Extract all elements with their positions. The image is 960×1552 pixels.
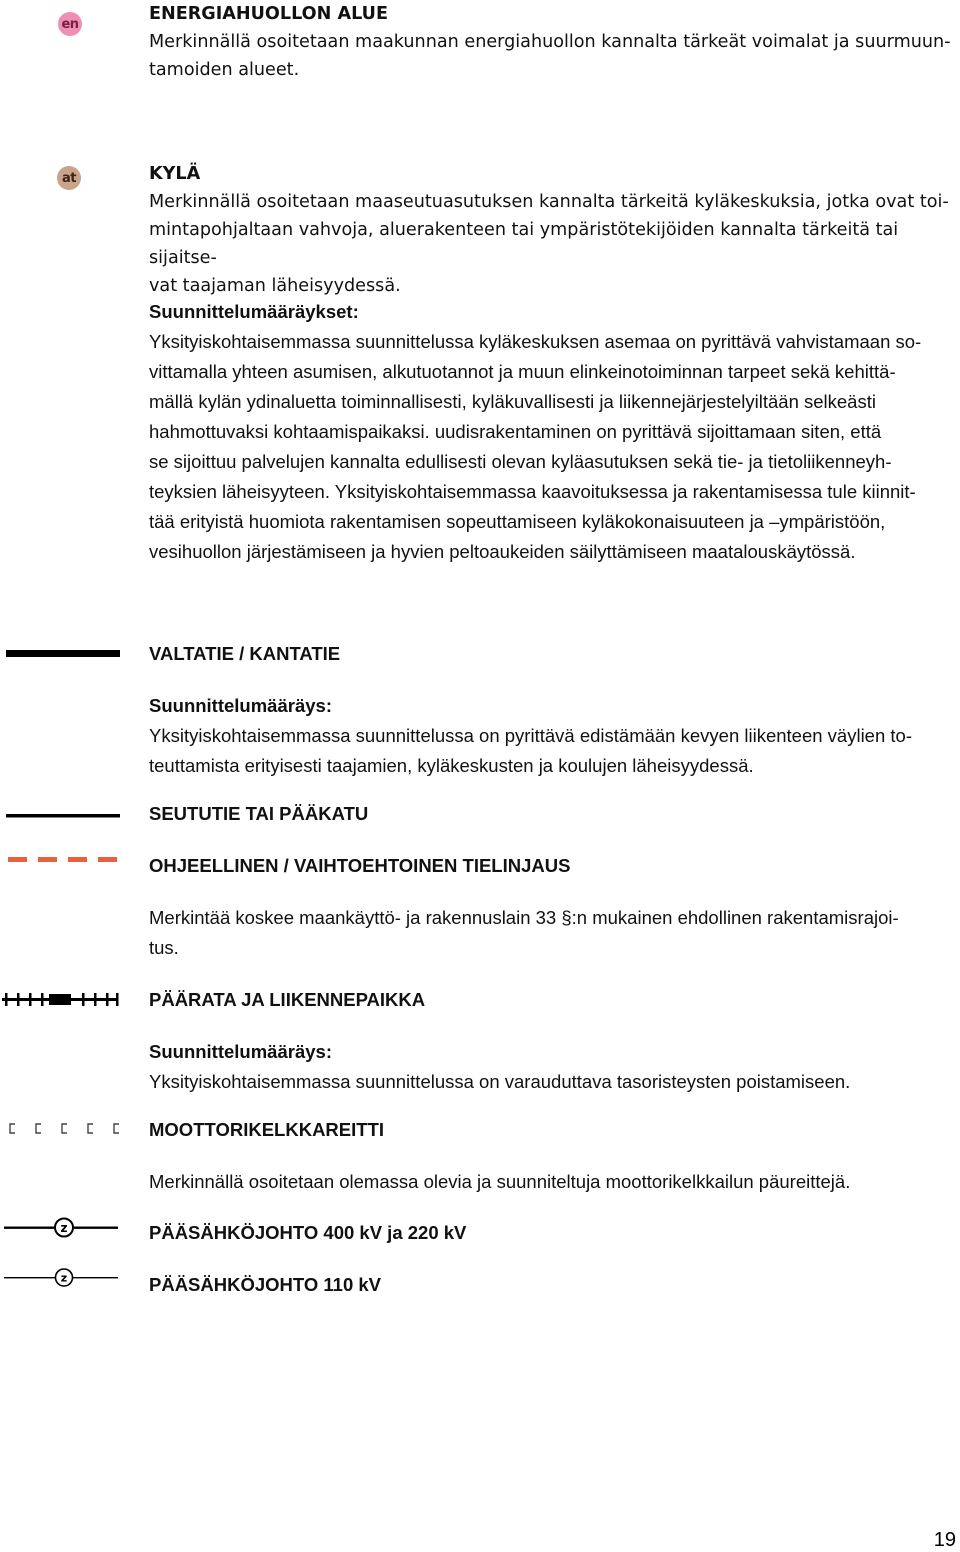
- regional-road-entry: [149, 799, 959, 829]
- energy-area-desc-line: tamoiden alueet.: [149, 60, 300, 80]
- village-rules-line: tää erityistä huomiota rakentamisen sopeuttamiseen kyläkokonaisuuteen ja –ympäristöön,: [149, 511, 886, 532]
- village-entry: [149, 160, 959, 300]
- power-line-400kv-symbol: [4, 1216, 120, 1240]
- page-number: 19: [933, 1529, 956, 1551]
- snowmobile-entry: [149, 1115, 959, 1197]
- village-desc-line: Merkinnällä osoitetaan maaseutuasutuksen kannalta tärkeitä kyläkeskuksia, jotka ovat toi-: [149, 192, 949, 212]
- snowmobile-route-symbol: [8, 1122, 124, 1136]
- village-rules: [149, 297, 959, 567]
- village-desc-line: mintapohjaltaan vahvoja, aluerakenteen tai ympäristötekijöiden kannalta tärkeitä tai sijaitse-: [149, 220, 899, 268]
- village-rules-line: Yksityiskohtaisemmassa suunnittelussa kyläkeskuksen asemaa on pyrittävä vahvistamaan so-: [149, 331, 922, 352]
- energy-area-title: ENERGIAHUOLLON ALUE: [149, 4, 388, 24]
- highway-entry: [149, 639, 959, 781]
- highway-line-symbol: [6, 648, 122, 660]
- energy-area-symbol: [58, 12, 82, 36]
- highway-title: VALTATIE / KANTATIE: [149, 643, 341, 664]
- alt-road-title: OHJEELLINEN / VAIHTOEHTOINEN TIELINJAUS: [149, 855, 571, 876]
- energy-area-entry: [149, 0, 959, 84]
- railway-rules-line: Yksityiskohtaisemmassa suunnittelussa on varauduttava tasoristeysten poistamiseen.: [149, 1071, 851, 1092]
- power-line-110kv-title: PÄÄSÄHKÖJOHTO 110 kV: [149, 1274, 382, 1295]
- village-rules-line: mällä kylän ydinaluetta toiminnallisesti, kyläkuvallisesti ja liikennejärjestelyiltään selkeästi: [149, 391, 876, 412]
- power-line-400kv-entry: [149, 1218, 959, 1248]
- energy-badge-label: en: [61, 16, 79, 32]
- village-symbol: [57, 166, 81, 190]
- railway-rules-heading: Suunnittelumääräys:: [149, 1041, 332, 1062]
- village-desc-line: vat taajaman läheisyydessä.: [149, 276, 401, 296]
- regional-road-line-symbol: [6, 812, 122, 820]
- highway-rules-heading: Suunnittelumääräys:: [149, 695, 332, 716]
- railway-entry: [149, 985, 959, 1097]
- alt-road-desc-line: Merkintää koskee maankäyttö- ja rakennuslain 33 §:n mukainen ehdollinen rakentamisrajoi-: [149, 907, 899, 928]
- village-rules-line: teyksien läheisyyteen. Yksityiskohtaisemmassa kaavoituksessa ja rakentamisessa tule kiinnit-: [149, 481, 916, 502]
- village-badge-label: at: [62, 170, 76, 186]
- village-rules-heading: Suunnittelumääräykset:: [149, 301, 359, 322]
- village-rules-line: se sijoittuu palvelujen kannalta edullisesti olevan kyläasutuksen sekä tie- ja tietoliikenneyh-: [149, 451, 892, 472]
- railway-symbol: [2, 990, 120, 1010]
- regional-road-title: SEUTUTIE TAI PÄÄKATU: [149, 803, 369, 824]
- village-rules-line: hahmottuvaksi kohtaamispaikaksi. uudisrakentaminen on pyrittävä sijoittamaan siten, että: [149, 421, 882, 442]
- village-rules-line: vesihuollon järjestämiseen ja hyvien peltoaukeiden säilyttämiseen maatalouskäytössä.: [149, 541, 856, 562]
- snowmobile-desc-line: Merkinnällä osoitetaan olemassa olevia ja suunniteltuja moottorikelkkailun päureittejä.: [149, 1171, 851, 1192]
- alt-road-entry: [149, 851, 959, 963]
- power-line-400kv-symbol-letter: z: [60, 1221, 68, 1235]
- power-line-110kv-entry: [149, 1270, 959, 1300]
- alt-road-dashed-symbol: [8, 856, 118, 864]
- village-rules-line: vittamalla yhteen asumisen, alkutuotannot ja muun elinkeinotoiminnan tarpeet sekä kehittä-: [149, 361, 896, 382]
- power-line-110kv-symbol-letter: z: [60, 1271, 68, 1285]
- snowmobile-title: MOOTTORIKELKKAREITTI: [149, 1119, 385, 1140]
- highway-rules-line: teuttamista erityisesti taajamien, kyläkeskusten ja koulujen läheisyydessä.: [149, 755, 754, 776]
- alt-road-desc-line: tus.: [149, 937, 179, 958]
- power-line-110kv-symbol: [4, 1266, 120, 1290]
- village-title: KYLÄ: [149, 164, 201, 184]
- highway-rules-line: Yksityiskohtaisemmassa suunnittelussa on pyrittävä edistämään kevyen liikenteen väylien to-: [149, 725, 912, 746]
- railway-title: PÄÄRATA JA LIIKENNEPAIKKA: [149, 989, 426, 1010]
- power-line-400kv-title: PÄÄSÄHKÖJOHTO 400 kV ja 220 kV: [149, 1222, 467, 1243]
- energy-area-desc-line: Merkinnällä osoitetaan maakunnan energiahuollon kannalta tärkeät voimalat ja suurmuun-: [149, 32, 951, 52]
